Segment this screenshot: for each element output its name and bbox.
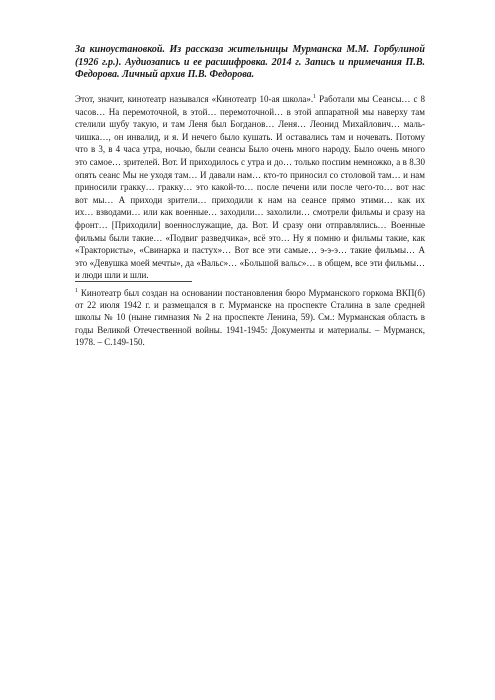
footnote-reference: 1 — [313, 94, 317, 100]
footnote-line-text: от 22 июля 1942 г. и размещался в г. Мурманске на проспекте Сталина в зале средней — [75, 300, 425, 311]
footnote-marker: 1 — [75, 288, 78, 294]
transcript-line-text: «Трактористы», «Свинарка и пастух»… Вот все эти самые… э-э-э… такие фильмы… А — [75, 245, 425, 256]
footnote-line — [75, 324, 425, 336]
document-heading: За киноустановкой. Из рассказа жительницы Мурманска М.М. Горбулиной (1926 г.р.). Аудиозапись и ее расшифровка. 2014 г. Запись и примечания П.В. Федорова. Личный архив П.В. Федорова. — [75, 44, 425, 81]
transcript-line-text: фронт… [Приходили] военнослужащие, да. Вот. И сразу они отправлялись… Военные — [75, 219, 425, 230]
footnote-line — [75, 311, 425, 323]
transcript-line — [75, 194, 425, 207]
transcript-line-text: чишка…, он инвалид, и я. И нечего было кушать. И оставались там и ночевать. Потому — [75, 131, 425, 142]
footnote-separator — [75, 281, 192, 282]
footnote-line-text: школы № 10 (ныне гимназия № 2 на проспекте Ленина, 59). См.: Мурманская область в — [75, 312, 425, 323]
footnote-line-text: 1978. – С.149-150. — [75, 336, 145, 347]
transcript-line — [75, 206, 425, 219]
transcript-line-text: это самое… зрителей. Вот. И приходилось с утра и до… только поспим немножко, а в 8.30 — [75, 156, 425, 167]
transcript-line-text: стелили шубу такую, и там Леня был Богданов… Леня… Леонид Михайлович… маль- — [75, 119, 425, 130]
transcript-line-text: фильмы были такие… «Подвиг разведчика», всё это… Ну я помню и фильмы такие, как — [75, 232, 425, 243]
footnote-line-text: Кинотеатр был создан на основании постановления бюро Мурманского горкома ВКП(б) — [78, 288, 425, 298]
transcript-line — [75, 118, 425, 131]
transcript-line-text: их… взводами… или как военные… заходили… захолили… смотрели фильмы и сразу на — [75, 207, 425, 218]
transcript-line — [75, 257, 425, 270]
transcript-line — [75, 131, 425, 144]
transcript-line — [75, 181, 425, 194]
transcript-line — [75, 106, 425, 119]
transcript-line — [75, 93, 425, 106]
transcript-line-text: часов… На перемоточной, в этой… перемоточной… в этой аппаратной мы наверху там — [75, 106, 425, 117]
footnote — [75, 287, 425, 348]
footnote-line-text: годы Великой Отечественной войны. 1941-1945: Документы и материалы. – Мурманск, — [75, 324, 425, 335]
transcript-line — [75, 156, 425, 169]
transcript-line-text: это «Девушка моей мечты», да «Вальс»… «Большой вальс»… в общем, все эти фильмы… — [75, 257, 425, 268]
footnote-line — [75, 299, 425, 311]
transcript-line — [75, 219, 425, 232]
transcript-line-text: приносили гракку… гракку… это какой-то… после печени или после чего-то… вот нас — [75, 182, 425, 193]
transcript-line-text: и люди шли и шли. — [75, 270, 149, 281]
transcript-line — [75, 244, 425, 257]
transcript-line-text: вот мы… А приходи зрители… приходили к нам на сеансе прямо этими… как их — [75, 194, 425, 205]
footnote-line — [75, 287, 425, 299]
transcript-line — [75, 169, 425, 182]
transcript-line-text: что в 3, в 4 часа утра, ночью, были сеансы Было очень много народу. Было очень много — [75, 144, 425, 155]
transcript-line — [75, 143, 425, 156]
transcript-line-text: опять сеанс Мы не уходя там… И давали нам… кто-то приносил со столовой там… и нам — [75, 169, 425, 180]
transcript-line — [75, 232, 425, 245]
interview-transcript — [75, 93, 425, 282]
footnote-line — [75, 336, 425, 348]
transcript-line-text: Этот, значит, кинотеатр назывался «Кинотеатр 10-ая школа».$^1$ Работали мы Сеансы… с 8 — [75, 94, 425, 104]
